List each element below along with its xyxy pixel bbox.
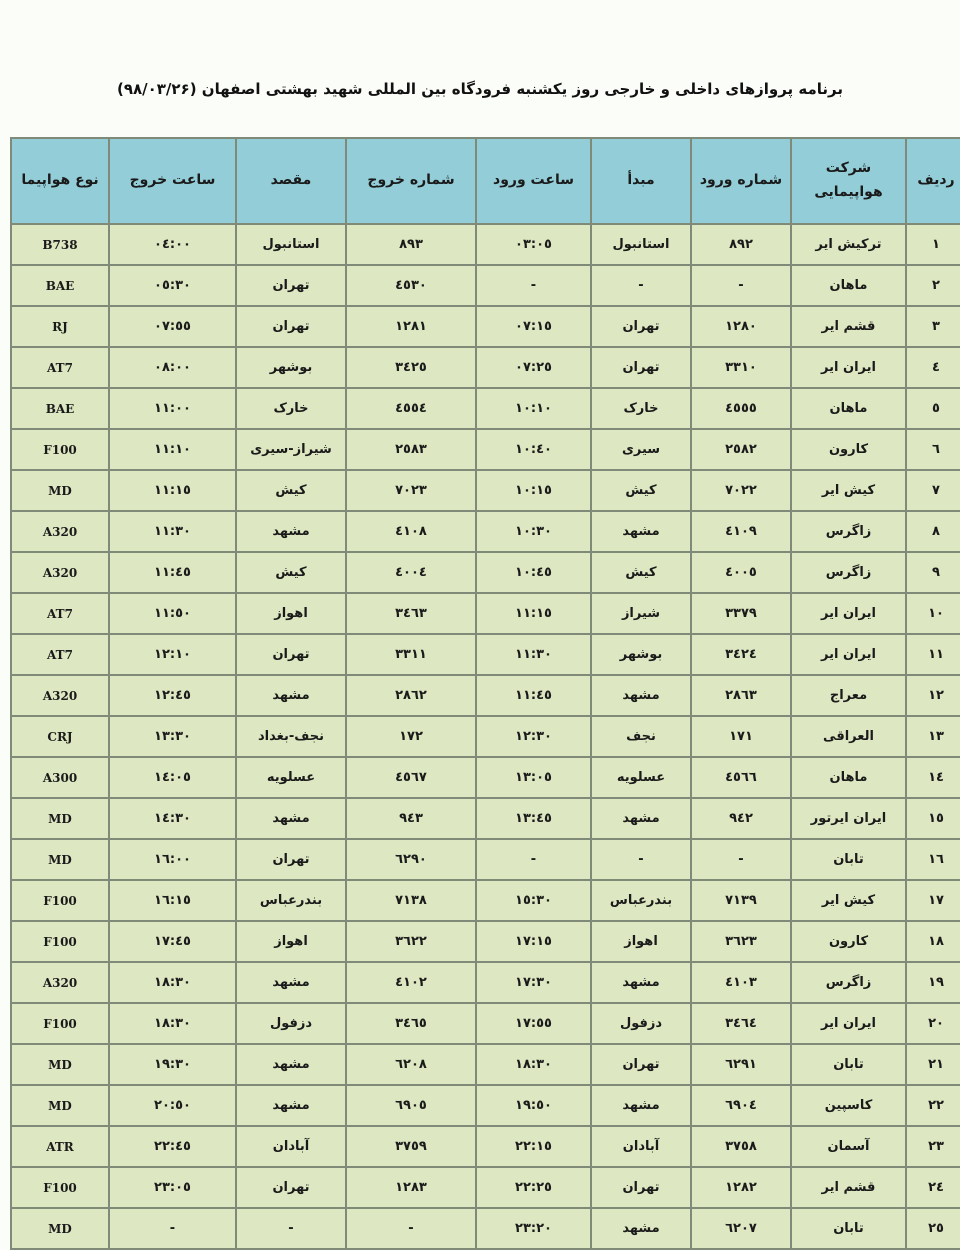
header-arrival-number: شماره ورود (691, 138, 791, 224)
cell-destination: تهران (236, 306, 346, 347)
cell-airline: کاسپین (791, 1085, 906, 1126)
header-departure-time: ساعت خروج (109, 138, 236, 224)
cell-arrival-number: ٢٥٨٢ (691, 429, 791, 470)
cell-arrival-time: ١٠:١٠ (476, 388, 591, 429)
cell-arrival-time: ١٧:٣٠ (476, 962, 591, 1003)
cell-destination: تهران (236, 839, 346, 880)
table-row (11, 388, 960, 429)
cell-departure-number: ٣٧٥٩ (346, 1126, 476, 1167)
cell-destination: اهواز (236, 593, 346, 634)
cell-origin: نجف (591, 716, 691, 757)
cell-destination: مشهد (236, 1044, 346, 1085)
cell-airline: زاگرس (791, 962, 906, 1003)
cell-destination: کیش (236, 470, 346, 511)
cell-departure-time: ١٨:٣٠ (109, 1003, 236, 1044)
cell-row-number: ٥ (906, 388, 960, 429)
cell-arrival-time: ١٠:٤٥ (476, 552, 591, 593)
cell-aircraft-type: A320 (11, 962, 109, 1003)
cell-arrival-number: - (691, 265, 791, 306)
cell-departure-number: ٨٩٣ (346, 224, 476, 265)
cell-origin: مشهد (591, 511, 691, 552)
cell-aircraft-type: AT7 (11, 347, 109, 388)
cell-departure-time: ٢٢:٤٥ (109, 1126, 236, 1167)
cell-row-number: ٢٣ (906, 1126, 960, 1167)
cell-row-number: ٢ (906, 265, 960, 306)
cell-origin: استانبول (591, 224, 691, 265)
cell-aircraft-type: BAE (11, 265, 109, 306)
cell-departure-time: ١١:١٥ (109, 470, 236, 511)
table-row (11, 224, 960, 265)
cell-arrival-time: - (476, 265, 591, 306)
table-row (11, 675, 960, 716)
header-aircraft-type: نوع هواپیما (11, 138, 109, 224)
cell-origin: مشهد (591, 1208, 691, 1249)
cell-origin: - (591, 265, 691, 306)
cell-destination: بندرعباس (236, 880, 346, 921)
cell-row-number: ١٩ (906, 962, 960, 1003)
cell-airline: ایران ایر (791, 593, 906, 634)
cell-aircraft-type: MD (11, 1085, 109, 1126)
cell-airline: قشم ایر (791, 306, 906, 347)
cell-arrival-time: ٠٧:١٥ (476, 306, 591, 347)
cell-aircraft-type: BAE (11, 388, 109, 429)
cell-arrival-time: ١٢:٣٠ (476, 716, 591, 757)
cell-departure-number: ٣٦٢٢ (346, 921, 476, 962)
cell-destination: شیراز-سیری (236, 429, 346, 470)
cell-destination: دزفول (236, 1003, 346, 1044)
cell-departure-number: ٣٤٦٥ (346, 1003, 476, 1044)
cell-airline: ماهان (791, 265, 906, 306)
cell-arrival-time: ١٨:٣٠ (476, 1044, 591, 1085)
cell-departure-time: ١٢:٤٥ (109, 675, 236, 716)
cell-departure-time: ١٦:٠٠ (109, 839, 236, 880)
cell-departure-time: ١٧:٤٥ (109, 921, 236, 962)
table-row (11, 1126, 960, 1167)
cell-arrival-number: ٤١٠٩ (691, 511, 791, 552)
cell-departure-time: ١٩:٣٠ (109, 1044, 236, 1085)
cell-arrival-number: ٣٣١٠ (691, 347, 791, 388)
cell-row-number: ١٠ (906, 593, 960, 634)
cell-departure-time: ١٢:١٠ (109, 634, 236, 675)
cell-departure-time: ١٤:٣٠ (109, 798, 236, 839)
cell-row-number: ٢٠ (906, 1003, 960, 1044)
cell-airline: ماهان (791, 388, 906, 429)
cell-departure-number: ١٧٢ (346, 716, 476, 757)
cell-arrival-time: ١١:٣٠ (476, 634, 591, 675)
cell-departure-time: ١٤:٠٥ (109, 757, 236, 798)
cell-departure-time: ٠٧:٥٥ (109, 306, 236, 347)
cell-row-number: ١٣ (906, 716, 960, 757)
cell-origin: کیش (591, 552, 691, 593)
cell-departure-time: ٠٨:٠٠ (109, 347, 236, 388)
cell-departure-time: ١١:٤٥ (109, 552, 236, 593)
cell-origin: مشهد (591, 962, 691, 1003)
cell-airline: ایران ایر (791, 634, 906, 675)
cell-departure-number: ١٢٨٣ (346, 1167, 476, 1208)
cell-departure-time: ٢٣:٠٥ (109, 1167, 236, 1208)
cell-arrival-number: ٣٦٢٣ (691, 921, 791, 962)
cell-arrival-number: ٦٢٩١ (691, 1044, 791, 1085)
cell-arrival-number: ٨٩٢ (691, 224, 791, 265)
cell-row-number: ١٧ (906, 880, 960, 921)
table-row (11, 470, 960, 511)
cell-row-number: ١ (906, 224, 960, 265)
cell-origin: تهران (591, 1167, 691, 1208)
cell-departure-number: - (346, 1208, 476, 1249)
cell-row-number: ٢١ (906, 1044, 960, 1085)
cell-arrival-number: ٦٢٠٧ (691, 1208, 791, 1249)
cell-destination: تهران (236, 1167, 346, 1208)
cell-departure-number: ٣٤٦٣ (346, 593, 476, 634)
cell-origin: اهواز (591, 921, 691, 962)
cell-arrival-time: ١٣:٤٥ (476, 798, 591, 839)
cell-departure-number: ٦٩٠٥ (346, 1085, 476, 1126)
table-row (11, 757, 960, 798)
cell-departure-time: ١٦:١٥ (109, 880, 236, 921)
cell-aircraft-type: F100 (11, 429, 109, 470)
cell-destination: استانبول (236, 224, 346, 265)
cell-airline: ایران ایر (791, 347, 906, 388)
cell-arrival-number: ١٢٨٢ (691, 1167, 791, 1208)
cell-row-number: ٩ (906, 552, 960, 593)
cell-destination: کیش (236, 552, 346, 593)
cell-row-number: ١٨ (906, 921, 960, 962)
cell-aircraft-type: ATR (11, 1126, 109, 1167)
cell-departure-number: ٤١٠٨ (346, 511, 476, 552)
cell-arrival-time: ٠٣:٠٥ (476, 224, 591, 265)
cell-row-number: ٢٥ (906, 1208, 960, 1249)
cell-origin: دزفول (591, 1003, 691, 1044)
cell-destination: مشهد (236, 675, 346, 716)
cell-aircraft-type: MD (11, 839, 109, 880)
cell-arrival-number: ٤١٠٣ (691, 962, 791, 1003)
cell-airline: قشم ایر (791, 1167, 906, 1208)
cell-departure-time: ١٣:٣٠ (109, 716, 236, 757)
cell-row-number: ١٥ (906, 798, 960, 839)
header-arrival-time: ساعت ورود (476, 138, 591, 224)
cell-origin: - (591, 839, 691, 880)
cell-aircraft-type: F100 (11, 880, 109, 921)
cell-departure-time: ٠٥:٣٠ (109, 265, 236, 306)
cell-arrival-time: ٢٣:٢٠ (476, 1208, 591, 1249)
cell-destination: مشهد (236, 962, 346, 1003)
cell-aircraft-type: F100 (11, 1003, 109, 1044)
cell-departure-number: ٦٢٠٨ (346, 1044, 476, 1085)
cell-arrival-time: ١٧:١٥ (476, 921, 591, 962)
cell-arrival-time: ٢٢:١٥ (476, 1126, 591, 1167)
cell-arrival-number: ١٧١ (691, 716, 791, 757)
cell-destination: تهران (236, 265, 346, 306)
table-row (11, 552, 960, 593)
cell-departure-time: ١٨:٣٠ (109, 962, 236, 1003)
cell-origin: عسلویه (591, 757, 691, 798)
cell-row-number: ٧ (906, 470, 960, 511)
cell-origin: مشهد (591, 675, 691, 716)
cell-aircraft-type: MD (11, 1208, 109, 1249)
cell-arrival-time: ١٠:٤٠ (476, 429, 591, 470)
cell-departure-number: ٣٤٢٥ (346, 347, 476, 388)
cell-airline: زاگرس (791, 552, 906, 593)
cell-airline: کارون (791, 921, 906, 962)
cell-row-number: ١٢ (906, 675, 960, 716)
cell-aircraft-type: MD (11, 798, 109, 839)
cell-arrival-number: ٦٩٠٤ (691, 1085, 791, 1126)
cell-destination: آبادان (236, 1126, 346, 1167)
cell-origin: آبادان (591, 1126, 691, 1167)
cell-airline: کیش ایر (791, 880, 906, 921)
cell-row-number: ٦ (906, 429, 960, 470)
cell-row-number: ٣ (906, 306, 960, 347)
cell-arrival-number: ٣٤٦٤ (691, 1003, 791, 1044)
cell-aircraft-type: MD (11, 470, 109, 511)
cell-departure-number: ٩٤٣ (346, 798, 476, 839)
table-row (11, 265, 960, 306)
cell-arrival-time: ١٧:٥٥ (476, 1003, 591, 1044)
cell-arrival-time: ٢٢:٢٥ (476, 1167, 591, 1208)
cell-departure-number: ٤١٠٢ (346, 962, 476, 1003)
cell-airline: ترکیش ایر (791, 224, 906, 265)
cell-destination: عسلویه (236, 757, 346, 798)
cell-aircraft-type: A300 (11, 757, 109, 798)
page-title: برنامه پروازهای داخلی و خارجی روز یکشنبه فرودگاه بین المللی شهید بهشتی اصفهان (۹۸/۰۳/۲۶) (116, 80, 844, 98)
cell-departure-number: ٧٠٢٣ (346, 470, 476, 511)
cell-origin: شیراز (591, 593, 691, 634)
cell-departure-time: ٢٠:٥٠ (109, 1085, 236, 1126)
cell-destination: اهواز (236, 921, 346, 962)
table-row (11, 880, 960, 921)
cell-aircraft-type: A320 (11, 675, 109, 716)
cell-destination: خارک (236, 388, 346, 429)
cell-arrival-number: ٩٤٢ (691, 798, 791, 839)
cell-arrival-number: ٧٠٢٢ (691, 470, 791, 511)
cell-origin: مشهد (591, 798, 691, 839)
cell-row-number: ١١ (906, 634, 960, 675)
cell-row-number: ٨ (906, 511, 960, 552)
cell-origin: بندرعباس (591, 880, 691, 921)
header-row (11, 138, 960, 224)
cell-airline: کیش ایر (791, 470, 906, 511)
cell-airline: کارون (791, 429, 906, 470)
cell-departure-number: ٤٥٦٧ (346, 757, 476, 798)
cell-origin: خارک (591, 388, 691, 429)
cell-arrival-number: ٢٨٦٣ (691, 675, 791, 716)
table-row (11, 921, 960, 962)
table-row (11, 593, 960, 634)
table-row (11, 962, 960, 1003)
cell-airline: ایران ایرتور (791, 798, 906, 839)
cell-arrival-number: ٤٥٦٦ (691, 757, 791, 798)
cell-row-number: ١٦ (906, 839, 960, 880)
cell-departure-time: ١١:٠٠ (109, 388, 236, 429)
cell-airline: زاگرس (791, 511, 906, 552)
cell-airline: معراج (791, 675, 906, 716)
cell-origin: تهران (591, 347, 691, 388)
cell-aircraft-type: A320 (11, 552, 109, 593)
cell-arrival-number: ١٢٨٠ (691, 306, 791, 347)
cell-destination: - (236, 1208, 346, 1249)
cell-departure-number: ٢٨٦٢ (346, 675, 476, 716)
header-airline: شرکت هواپیمایی (791, 138, 906, 224)
table-row (11, 634, 960, 675)
cell-departure-number: ١٢٨١ (346, 306, 476, 347)
cell-row-number: ١٤ (906, 757, 960, 798)
table-row (11, 798, 960, 839)
cell-arrival-number: - (691, 839, 791, 880)
table-row (11, 1085, 960, 1126)
header-departure-number: شماره خروج (346, 138, 476, 224)
cell-airline: تابان (791, 839, 906, 880)
cell-arrival-time: ١٥:٣٠ (476, 880, 591, 921)
table-row (11, 511, 960, 552)
cell-origin: کیش (591, 470, 691, 511)
cell-departure-number: ٦٢٩٠ (346, 839, 476, 880)
cell-departure-number: ٣٣١١ (346, 634, 476, 675)
cell-arrival-time: ١٣:٠٥ (476, 757, 591, 798)
cell-arrival-number: ٤٥٥٥ (691, 388, 791, 429)
cell-aircraft-type: A320 (11, 511, 109, 552)
cell-airline: تابان (791, 1044, 906, 1085)
cell-departure-number: ٤٥٥٤ (346, 388, 476, 429)
cell-aircraft-type: AT7 (11, 634, 109, 675)
cell-departure-number: ٤٥٣٠ (346, 265, 476, 306)
cell-airline: ایران ایر (791, 1003, 906, 1044)
cell-origin: بوشهر (591, 634, 691, 675)
table-row (11, 429, 960, 470)
cell-aircraft-type: F100 (11, 1167, 109, 1208)
table-row (11, 839, 960, 880)
cell-destination: مشهد (236, 798, 346, 839)
cell-arrival-time: ١٠:١٥ (476, 470, 591, 511)
cell-row-number: ٤ (906, 347, 960, 388)
cell-arrival-time: - (476, 839, 591, 880)
cell-airline: العراقی (791, 716, 906, 757)
header-destination: مقصد (236, 138, 346, 224)
cell-origin: سیری (591, 429, 691, 470)
cell-departure-number: ٧١٣٨ (346, 880, 476, 921)
cell-arrival-time: ١٠:٣٠ (476, 511, 591, 552)
cell-destination: بوشهر (236, 347, 346, 388)
cell-aircraft-type: CRJ (11, 716, 109, 757)
cell-arrival-number: ٤٠٠٥ (691, 552, 791, 593)
cell-arrival-number: ٧١٣٩ (691, 880, 791, 921)
cell-arrival-number: ٣٣٧٩ (691, 593, 791, 634)
cell-arrival-time: ٠٧:٢٥ (476, 347, 591, 388)
cell-destination: نجف-بغداد (236, 716, 346, 757)
cell-aircraft-type: MD (11, 1044, 109, 1085)
cell-arrival-time: ١٩:٥٠ (476, 1085, 591, 1126)
table-row (11, 306, 960, 347)
cell-arrival-time: ١١:١٥ (476, 593, 591, 634)
header-origin: مبدأ (591, 138, 691, 224)
cell-arrival-number: ٣٧٥٨ (691, 1126, 791, 1167)
cell-airline: تابان (791, 1208, 906, 1249)
table-row (11, 1044, 960, 1085)
table-row (11, 1167, 960, 1208)
cell-origin: تهران (591, 1044, 691, 1085)
table-row (11, 347, 960, 388)
cell-departure-time: ١١:١٠ (109, 429, 236, 470)
cell-departure-time: - (109, 1208, 236, 1249)
cell-row-number: ٢٤ (906, 1167, 960, 1208)
cell-airline: ماهان (791, 757, 906, 798)
table-row (11, 1003, 960, 1044)
cell-row-number: ٢٢ (906, 1085, 960, 1126)
table-row (11, 716, 960, 757)
cell-arrival-time: ١١:٤٥ (476, 675, 591, 716)
cell-departure-number: ٤٠٠٤ (346, 552, 476, 593)
cell-departure-time: ٠٤:٠٠ (109, 224, 236, 265)
flight-schedule-table (10, 137, 960, 1250)
cell-destination: مشهد (236, 511, 346, 552)
cell-aircraft-type: RJ (11, 306, 109, 347)
cell-airline: آسمان (791, 1126, 906, 1167)
header-row-number: ردیف (906, 138, 960, 224)
cell-departure-time: ١١:٣٠ (109, 511, 236, 552)
cell-aircraft-type: AT7 (11, 593, 109, 634)
cell-aircraft-type: F100 (11, 921, 109, 962)
cell-destination: تهران (236, 634, 346, 675)
cell-departure-number: ٢٥٨٣ (346, 429, 476, 470)
cell-origin: مشهد (591, 1085, 691, 1126)
table-row (11, 1208, 960, 1249)
cell-departure-time: ١١:٥٠ (109, 593, 236, 634)
cell-aircraft-type: B738 (11, 224, 109, 265)
cell-origin: تهران (591, 306, 691, 347)
cell-arrival-number: ٣٤٢٤ (691, 634, 791, 675)
cell-destination: مشهد (236, 1085, 346, 1126)
